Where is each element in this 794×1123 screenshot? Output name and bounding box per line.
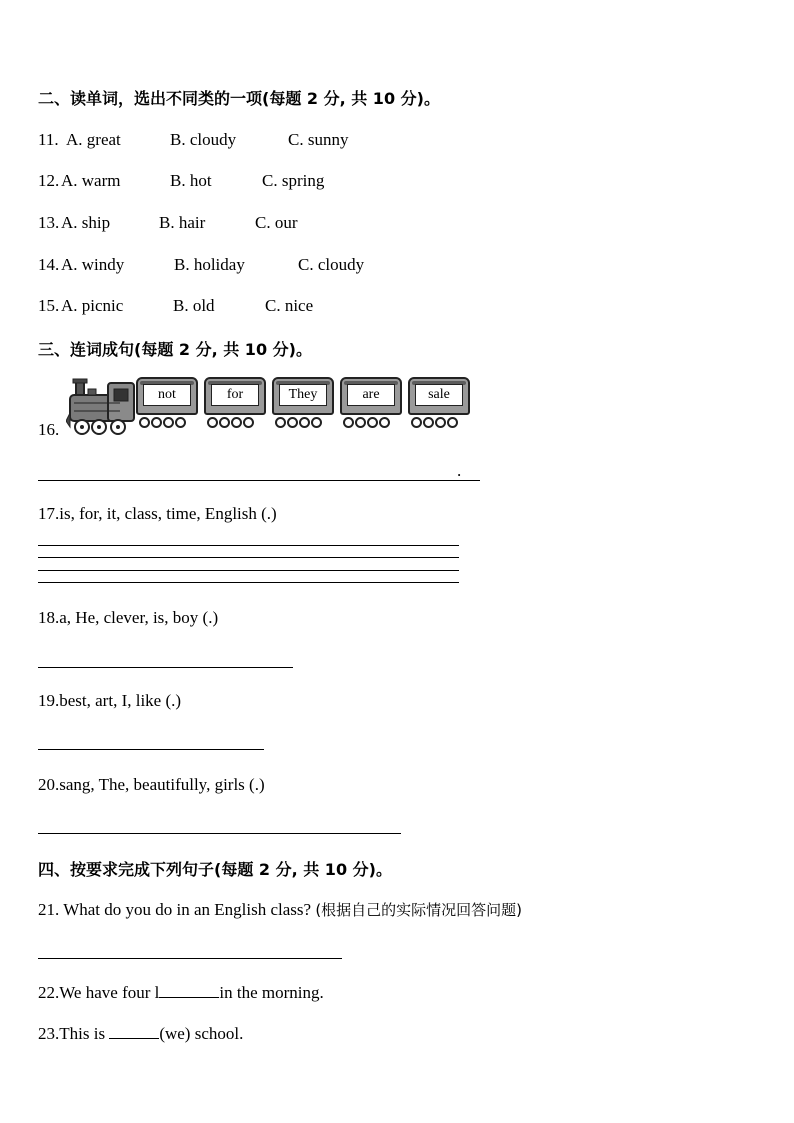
train-word-1: not (143, 384, 191, 406)
question-23-blank[interactable] (109, 1024, 159, 1039)
question-20-answer-line[interactable] (38, 833, 401, 834)
question-14-option-b: B. holiday (174, 255, 245, 274)
section-4-title: 四、按要求完成下列句子(每题 2 分, 共 10 分)。 (38, 860, 392, 879)
train-car-5 (408, 377, 470, 429)
question-12-number: 12. (38, 171, 60, 190)
question-12-option-b: B. hot (170, 171, 212, 190)
locomotive-icon (66, 377, 138, 437)
question-23-prompt (38, 1024, 243, 1044)
question-13-number: 13. (38, 213, 60, 232)
question-21-answer-line[interactable] (38, 958, 342, 959)
question-18-prompt: 18.a, He, clever, is, boy (.) (38, 608, 219, 627)
question-19-prompt: 19.best, art, I, like (.) (38, 691, 182, 710)
question-11-option-a: A. great (66, 130, 121, 149)
train-car-1 (136, 377, 198, 429)
question-14-option-c: C. cloudy (298, 255, 365, 274)
question-20-prompt: 20.sang, The, beautifully, girls (.) (38, 775, 265, 794)
question-11-number: 11. (38, 130, 59, 149)
question-16-answer-line[interactable] (38, 480, 480, 481)
train-car-3 (272, 377, 334, 429)
question-22-text-after: in the morning. (219, 983, 324, 1002)
question-15-number: 15. (38, 296, 60, 315)
train-word-4: are (347, 384, 395, 406)
question-11-option-c: C. sunny (288, 130, 349, 149)
question-22-blank[interactable] (159, 983, 219, 998)
question-15-option-c: C. nice (265, 296, 314, 315)
question-15-option-b: B. old (173, 296, 215, 315)
question-16-period: . (457, 461, 462, 480)
section-3-title: 三、连词成句(每题 2 分, 共 10 分)。 (38, 340, 312, 359)
question-17-prompt: 17.is, for, it, class, time, English (.) (38, 504, 277, 523)
question-23-text-after: (we) school. (159, 1024, 244, 1043)
question-22-prompt (38, 983, 324, 1003)
question-16-number: 16. (38, 420, 60, 439)
question-17-answer-line-2[interactable] (38, 557, 459, 558)
question-12-option-c: C. spring (262, 171, 325, 190)
train-word-2: for (211, 384, 259, 406)
train-car-4 (340, 377, 402, 429)
question-17-answer-line-1[interactable] (38, 545, 459, 546)
question-21-instruction: (根据自己的实际情况回答问题) (315, 901, 523, 919)
question-17-answer-line-3[interactable] (38, 570, 459, 571)
question-18-answer-line[interactable] (38, 667, 293, 668)
question-14-number: 14. (38, 255, 60, 274)
question-21-text: 21. What do you do in an English class? (38, 900, 316, 919)
train-car-2 (204, 377, 266, 429)
question-23-text-before: 23.This is (38, 1024, 110, 1043)
section-2-title: 二、读单词，选出不同类的一项(每题 2 分, 共 10 分)。 (38, 89, 440, 108)
word-train-picture (66, 377, 476, 437)
question-19-answer-line[interactable] (38, 749, 264, 750)
question-13-option-a: A. ship (61, 213, 111, 232)
question-17-answer-line-4[interactable] (38, 582, 459, 583)
train-word-5: sale (415, 384, 463, 406)
train-word-3: They (279, 384, 327, 406)
question-14-option-a: A. windy (61, 255, 125, 274)
question-21-prompt (38, 899, 522, 920)
question-11-option-b: B. cloudy (170, 130, 237, 149)
question-15-option-a: A. picnic (61, 296, 124, 315)
question-12-option-a: A. warm (61, 171, 121, 190)
question-22-text-before: 22.We have four l (38, 983, 160, 1002)
question-13-option-b: B. hair (159, 213, 206, 232)
question-13-option-c: C. our (255, 213, 298, 232)
